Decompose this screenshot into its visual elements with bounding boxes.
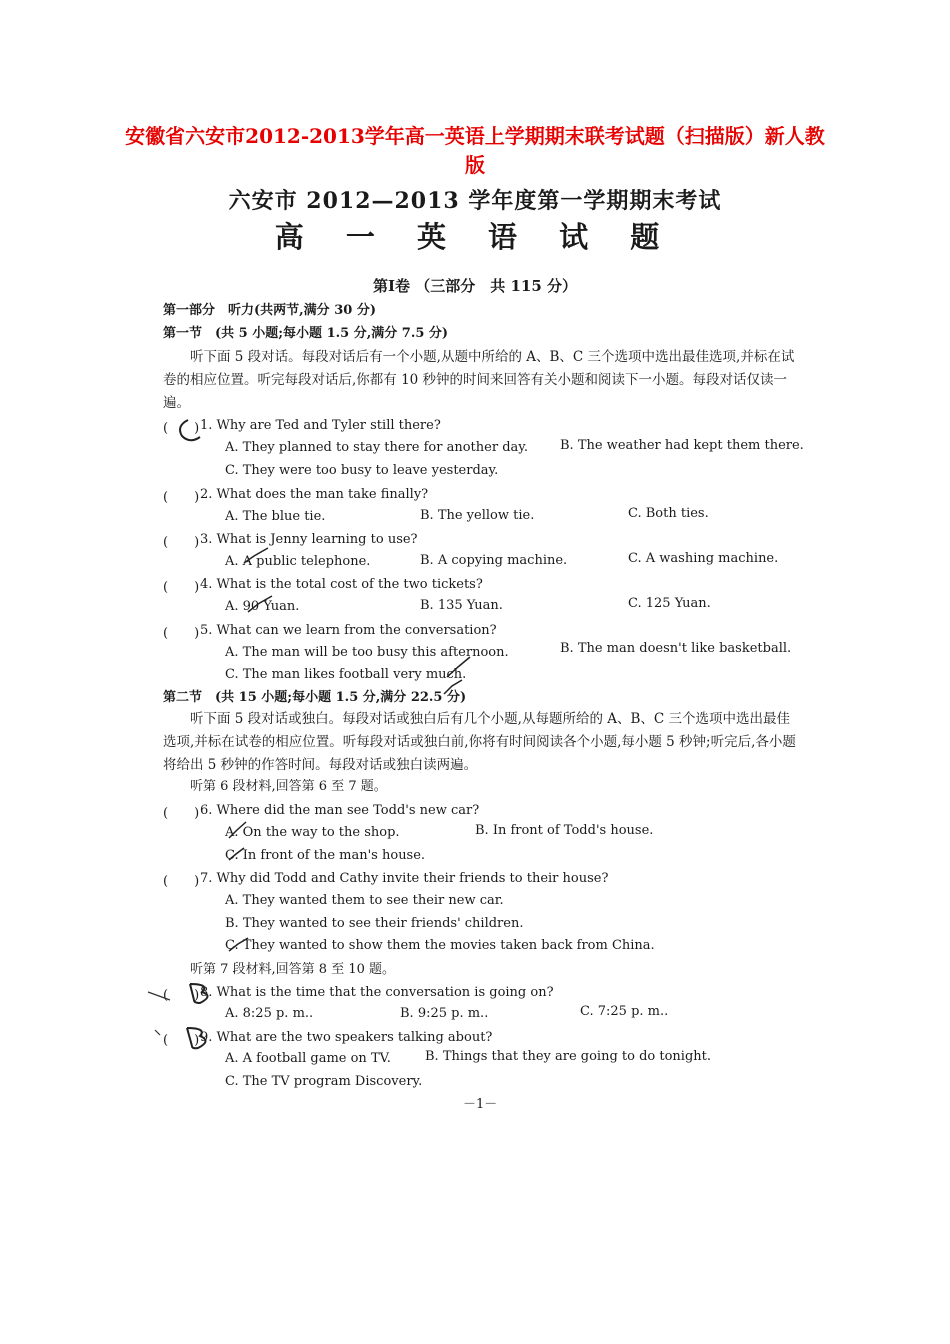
question-stem: 3. What is Jenny learning to use? (200, 532, 418, 547)
option-c: C. A washing machine. (628, 551, 779, 566)
pen-tick (229, 848, 244, 860)
material-note: 听第 7 段材料,回答第 8 至 10 题。 (190, 962, 396, 977)
option-c: C. Both ties. (628, 506, 709, 521)
option-a: A. A public telephone. (225, 554, 371, 569)
section-instructions-1: 听下面 5 段对话。每段对话后有一个小题,从题中所给的 A、B、C 三个选项中选出最佳选项,并标在试卷的相应位置。听完每段对话后,你都有 10 秒钟的时间来回答有关小题和阅读下一小题。每段对话仅读一遍。 (163, 349, 795, 411)
option-c: C. They wanted to show them the movies taken back from China. (225, 938, 655, 953)
handwritten-answer-b (187, 1028, 206, 1048)
exam-title: 六安市 2012—2013 学年度第一学期期末考试 (228, 188, 722, 214)
answer-blank[interactable]: ( ) (163, 580, 200, 595)
option-b: B. The man doesn't like basketball. (560, 641, 792, 656)
part-heading: 第一部分 听力(共两节,满分 30 分) (163, 303, 376, 318)
document-title: 安徽省六安市2012-2013学年高一英语上学期期末联考试题（扫描版）新人教版 (125, 124, 825, 177)
option-b: B. A copying machine. (420, 553, 568, 568)
question-stem: 8. What is the time that the conversation is going on? (200, 985, 554, 1000)
answer-blank[interactable]: ( ) (163, 806, 200, 821)
answer-blank[interactable]: ( ) (163, 490, 200, 505)
pen-tick (244, 548, 268, 563)
pen-tick (229, 938, 248, 951)
option-c: C. In front of the man's house. (225, 848, 426, 863)
option-a: A. 90 Yuan. (225, 599, 300, 614)
section-heading-2: 第二节 (共 15 小题;每小题 1.5 分,满分 22.5 分) (163, 690, 467, 705)
volume-label: 第Ⅰ卷 （三部分 共 115 分） (373, 277, 577, 295)
option-b: B. 135 Yuan. (420, 598, 503, 613)
question-stem: 9. What are the two speakers talking about? (200, 1030, 493, 1045)
option-a: A. On the way to the shop. (225, 825, 400, 840)
handwritten-answer-b (190, 984, 208, 1003)
option-b: B. 9:25 p. m.. (400, 1006, 489, 1021)
section-heading-1: 第一节 (共 5 小题;每小题 1.5 分,满分 7.5 分) (163, 326, 449, 341)
pen-tick (229, 822, 246, 838)
answer-blank[interactable]: ( ) (163, 874, 200, 889)
subject-title: 高 一 英 语 试 题 (274, 220, 676, 254)
option-a: A. They wanted them to see their new car. (225, 893, 504, 908)
material-note: 听第 6 段材料,回答第 6 至 7 题。 (190, 779, 387, 794)
option-c: C. 7:25 p. m.. (580, 1004, 669, 1019)
answer-blank[interactable]: ( ) (163, 535, 200, 550)
section-instructions-2: 听下面 5 段对话或独白。每段对话或独白后有几个小题,从每题所给的 A、B、C 三个选项中选出最佳选项,并标在试卷的相应位置。听每段对话或独白前,你将有时间阅读各个小题,每小题 5 秒钟;听完后,各小题将给出 5 秒钟的作答时间。每段对话或独白读两遍。 (163, 711, 796, 773)
pen-tick (447, 657, 470, 677)
answer-blank[interactable]: ( ) (163, 988, 200, 1003)
option-a: A. A football game on TV. (225, 1051, 391, 1066)
option-b: B. They wanted to see their friends' children. (225, 916, 524, 931)
pen-stroke (155, 1030, 160, 1035)
option-b: B. Things that they are going to do tonight. (425, 1049, 712, 1064)
pen-tick (444, 680, 462, 694)
question-stem: 5. What can we learn from the conversation? (200, 623, 497, 638)
question-stem: 2. What does the man take finally? (200, 487, 429, 502)
answer-blank[interactable]: ( ) (163, 421, 200, 436)
pen-stroke (148, 992, 170, 1000)
option-b: B. The yellow tie. (420, 508, 535, 523)
option-a: A. They planned to stay there for another day. (225, 440, 529, 455)
question-stem: 7. Why did Todd and Cathy invite their friends to their house? (200, 871, 609, 886)
answer-blank[interactable]: ( ) (163, 1033, 200, 1048)
question-stem: 1. Why are Ted and Tyler still there? (200, 418, 441, 433)
question-stem: 6. Where did the man see Todd's new car? (200, 803, 480, 818)
option-b: B. In front of Todd's house. (475, 823, 654, 838)
page-number: －1－ (463, 1097, 498, 1112)
answer-blank[interactable]: ( ) (163, 626, 200, 641)
option-c: C. The TV program Discovery. (225, 1074, 423, 1089)
option-a: A. The blue tie. (225, 509, 326, 524)
option-c: C. The man likes football very much. (225, 667, 467, 682)
option-a: A. The man will be too busy this afternoon. (225, 645, 509, 660)
handwritten-answer-c (180, 420, 200, 440)
option-c: C. They were too busy to leave yesterday. (225, 463, 499, 478)
option-c: C. 125 Yuan. (628, 596, 711, 611)
pen-tick (248, 596, 272, 612)
question-stem: 4. What is the total cost of the two tickets? (200, 577, 483, 592)
option-b: B. The weather had kept them there. (560, 438, 804, 453)
option-a: A. 8:25 p. m.. (225, 1006, 314, 1021)
